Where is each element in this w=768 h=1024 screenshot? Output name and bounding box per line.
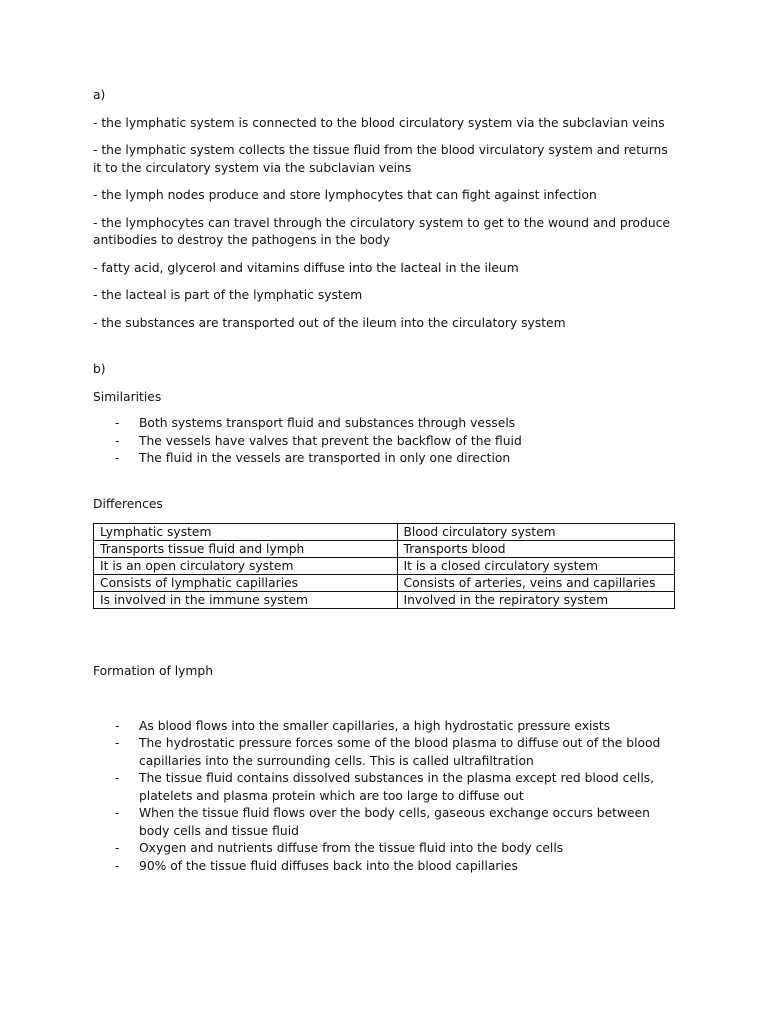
dash-bullet: - (115, 771, 120, 785)
spacer (93, 468, 675, 496)
dash-bullet: - (115, 433, 120, 448)
similarities-heading: Similarities (93, 389, 162, 404)
list-item (93, 735, 675, 770)
formation-heading: Formation of lymph (93, 664, 214, 678)
document-page (93, 87, 675, 875)
section-a-point: - the lacteal is part of the lymphatic system (93, 288, 363, 302)
table-cell: Transports tissue fluid and lymph (94, 541, 398, 558)
list-item-text: The tissue fluid contains dissolved substances in the plasma except red blood cells, platelets and plasma protein which are too large to diffuse out (139, 771, 655, 803)
differences-table (93, 523, 675, 609)
table-cell: It is a closed circulatory system (397, 558, 675, 575)
section-a-label: a) (93, 88, 106, 102)
table-row (94, 541, 675, 558)
list-item-text: Both systems transport fluid and substances through vessels (139, 416, 516, 430)
spacer (93, 342, 675, 361)
table-cell: Consists of arteries, veins and capillaries (397, 575, 675, 592)
dash-bullet: - (115, 718, 120, 733)
list-item (93, 858, 675, 876)
table-row (94, 524, 675, 541)
list-item-text: Oxygen and nutrients diffuse from the tissue fluid into the body cells (139, 841, 564, 855)
section-a-point: - the lymphatic system collects the tissue fluid from the blood virculatory system and returns it to the circulatory system via the subclavian veins (93, 143, 668, 175)
dash-bullet: - (115, 858, 120, 873)
list-item-text: When the tissue fluid flows over the body cells, gaseous exchange occurs between body cells and tissue fluid (139, 806, 650, 838)
section-a-point: - the lymphocytes can travel through the circulatory system to get to the wound and produce antibodies to destroy the pathogens in the body (93, 215, 670, 247)
list-item (93, 433, 675, 451)
table-row (94, 592, 675, 609)
table-cell: Blood circulatory system (397, 524, 675, 541)
table-cell: Is involved in the immune system (94, 592, 398, 609)
section-b-label: b) (93, 362, 106, 376)
list-item-text: 90% of the tissue fluid diffuses back into the blood capillaries (139, 858, 518, 873)
dash-bullet: - (115, 841, 120, 855)
list-item (93, 718, 675, 736)
dash-bullet: - (115, 806, 120, 820)
list-item (93, 415, 675, 433)
dash-bullet: - (115, 416, 120, 430)
list-item-text: The fluid in the vessels are transported in only one direction (139, 451, 511, 465)
table-row (94, 575, 675, 592)
table-cell: Involved in the repiratory system (397, 592, 675, 609)
formation-list (93, 718, 675, 876)
table-cell: Consists of lymphatic capillaries (94, 575, 398, 592)
similarities-list (93, 415, 675, 468)
differences-heading: Differences (93, 496, 163, 511)
list-item (93, 770, 675, 805)
list-item-text: As blood flows into the smaller capillaries, a high hydrostatic pressure exists (139, 718, 611, 733)
table-row (94, 558, 675, 575)
dash-bullet: - (115, 451, 120, 465)
list-item-text: The vessels have valves that prevent the backflow of the fluid (139, 433, 522, 448)
table-cell: It is an open circulatory system (94, 558, 398, 575)
section-a-point: - the lymphatic system is connected to the blood circulatory system via the subclavian veins (93, 115, 665, 130)
section-a-point: - the lymph nodes produce and store lymphocytes that can fight against infection (93, 188, 597, 202)
section-a-point: - fatty acid, glycerol and vitamins diffuse into the lacteal in the ileum (93, 260, 519, 275)
section-a-point: - the substances are transported out of the ileum into the circulatory system (93, 315, 566, 330)
table-cell: Transports blood (397, 541, 675, 558)
list-item (93, 450, 675, 468)
list-item-text: The hydrostatic pressure forces some of the blood plasma to diffuse out of the blood capillaries into the surrounding cells. This is called ultrafiltration (139, 736, 661, 768)
spacer (93, 609, 675, 663)
table-cell: Lymphatic system (94, 524, 398, 541)
list-item (93, 805, 675, 840)
dash-bullet: - (115, 736, 120, 750)
list-item (93, 840, 675, 858)
